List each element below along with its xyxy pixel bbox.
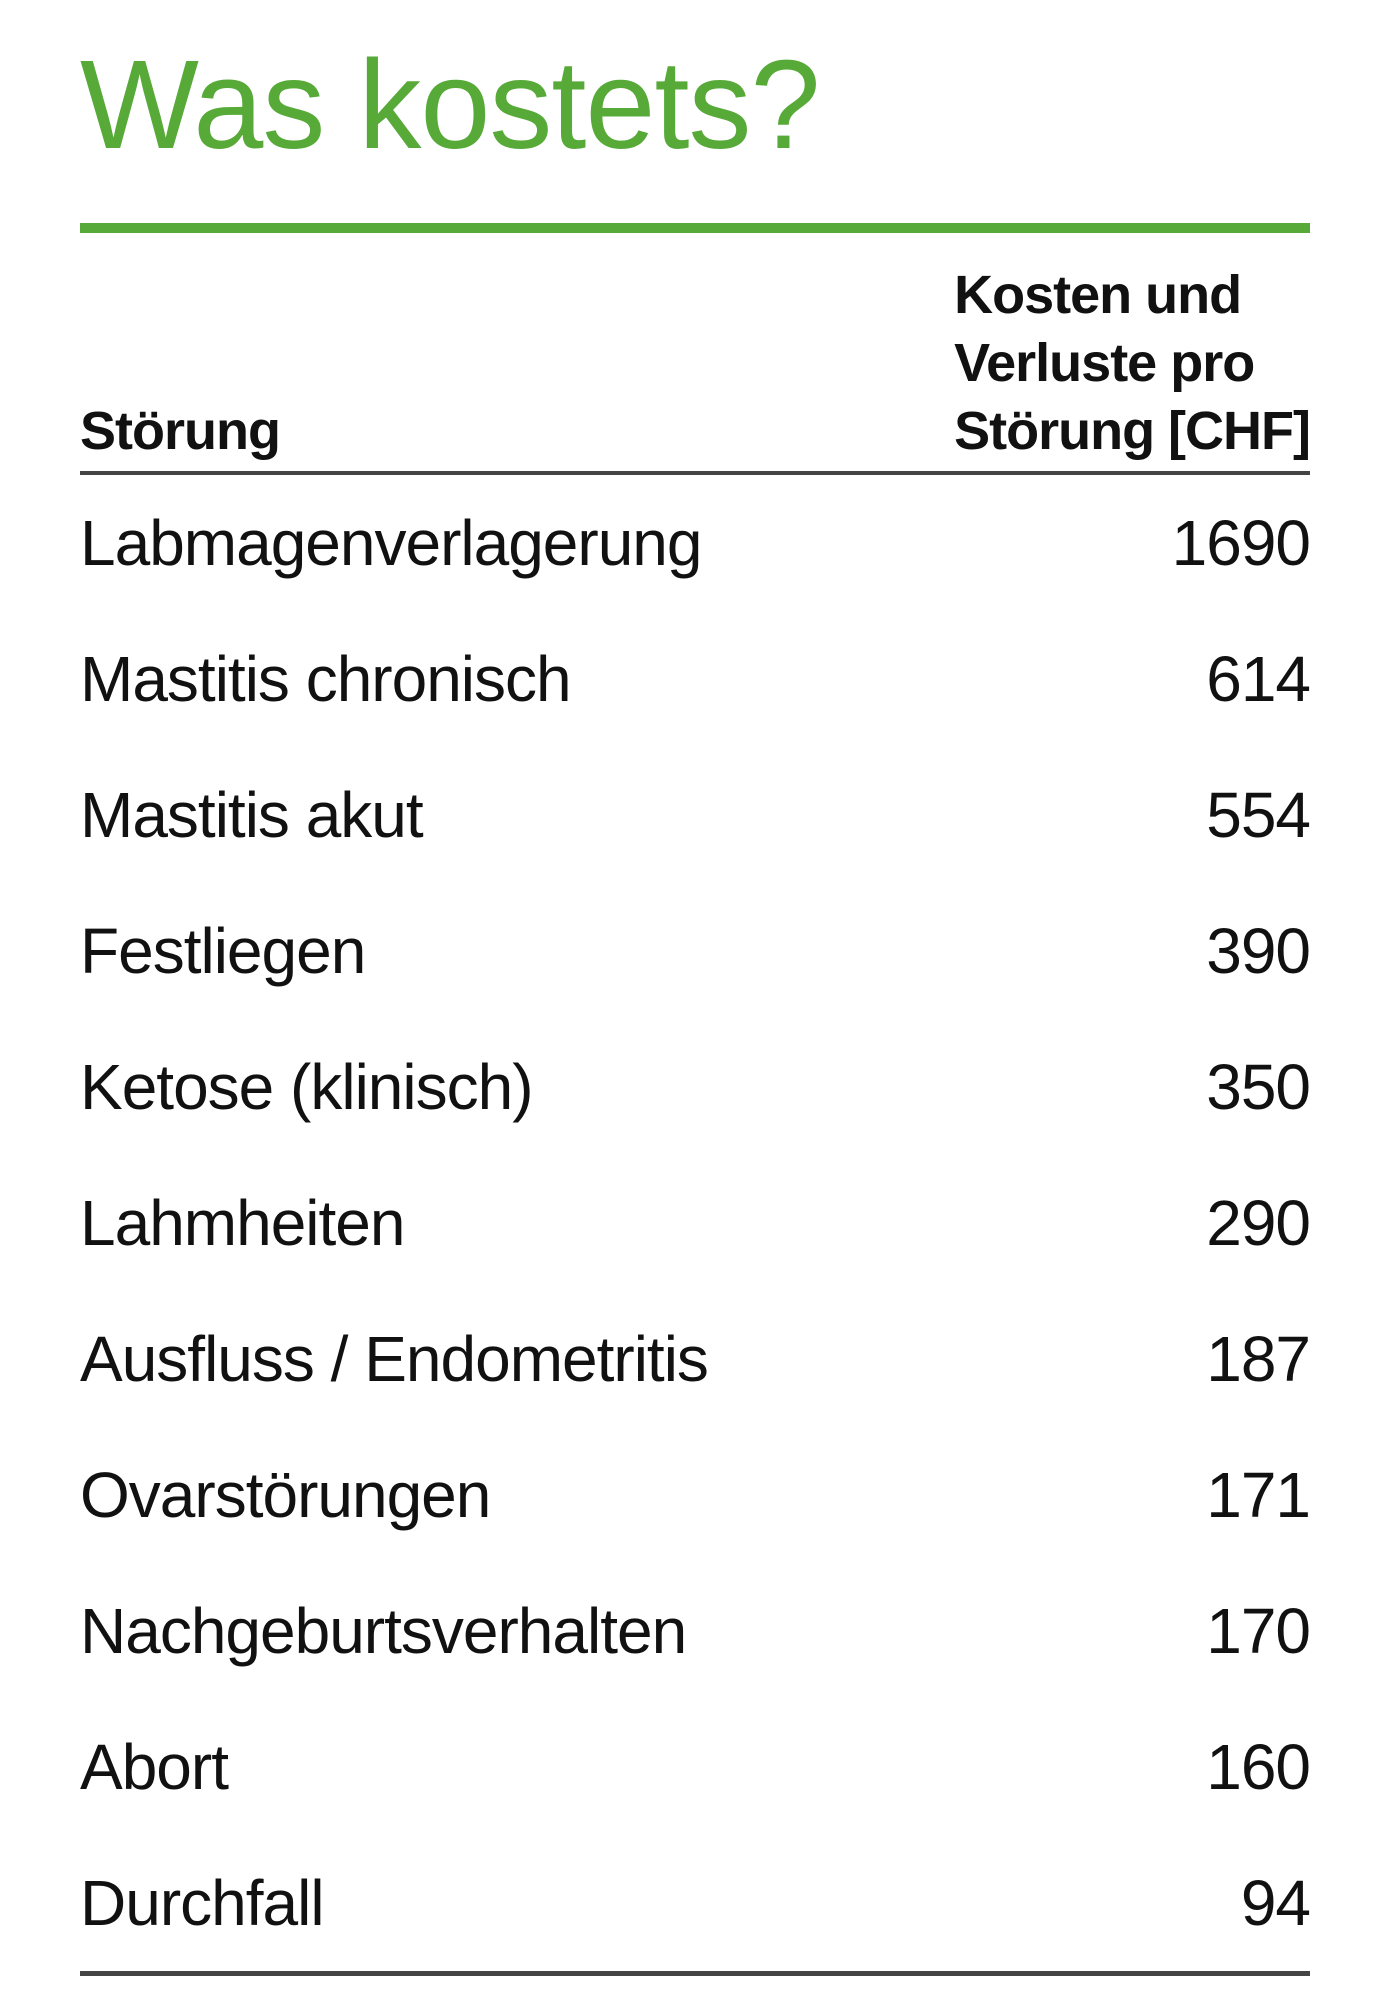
table-row bbox=[80, 1699, 1310, 1835]
table-row bbox=[80, 883, 1310, 1019]
row-value: 350 bbox=[1206, 1051, 1310, 1124]
table-row bbox=[80, 1427, 1310, 1563]
row-label: Mastitis akut bbox=[80, 779, 423, 852]
row-value: 187 bbox=[1206, 1323, 1310, 1396]
row-label: Festliegen bbox=[80, 915, 366, 988]
row-value: 390 bbox=[1206, 915, 1310, 988]
row-label: Ketose (klinisch) bbox=[80, 1051, 533, 1124]
table-body bbox=[80, 475, 1310, 1976]
row-label: Ausfluss / Endometritis bbox=[80, 1323, 708, 1396]
table-row bbox=[80, 1155, 1310, 1291]
row-value: 170 bbox=[1206, 1595, 1310, 1668]
table-row bbox=[80, 747, 1310, 883]
row-value: 94 bbox=[1240, 1867, 1310, 1940]
table-row bbox=[80, 1835, 1310, 1971]
row-value: 290 bbox=[1206, 1187, 1310, 1260]
row-label: Ovarstörungen bbox=[80, 1459, 491, 1532]
row-value: 160 bbox=[1206, 1731, 1310, 1804]
row-value: 171 bbox=[1206, 1459, 1310, 1532]
row-label: Durchfall bbox=[80, 1867, 324, 1940]
cost-table bbox=[80, 261, 1310, 1976]
column-header-stoerung: Störung bbox=[80, 401, 280, 462]
column-header-kosten-line3: Störung [CHF] bbox=[954, 401, 1310, 462]
row-label: Mastitis chronisch bbox=[80, 643, 571, 716]
row-value: 1690 bbox=[1171, 507, 1310, 580]
column-header-kosten-line1: Kosten und bbox=[954, 265, 1242, 326]
row-value: 554 bbox=[1206, 779, 1310, 852]
table-row bbox=[80, 475, 1310, 611]
row-label: Lahmheiten bbox=[80, 1187, 405, 1260]
table-header-row bbox=[80, 261, 1310, 475]
column-header-kosten bbox=[954, 261, 1310, 465]
row-label: Nachgeburtsverhalten bbox=[80, 1595, 687, 1668]
table-row bbox=[80, 1563, 1310, 1699]
table-row bbox=[80, 1291, 1310, 1427]
table-row bbox=[80, 611, 1310, 747]
row-label: Abort bbox=[80, 1731, 228, 1804]
row-value: 614 bbox=[1206, 643, 1310, 716]
row-label: Labmagenverlagerung bbox=[80, 507, 702, 580]
page-title: Was kostets? bbox=[80, 34, 820, 175]
column-header-kosten-line2: Verluste pro bbox=[954, 333, 1255, 394]
table-row bbox=[80, 1019, 1310, 1155]
accent-divider-rule bbox=[80, 223, 1310, 233]
